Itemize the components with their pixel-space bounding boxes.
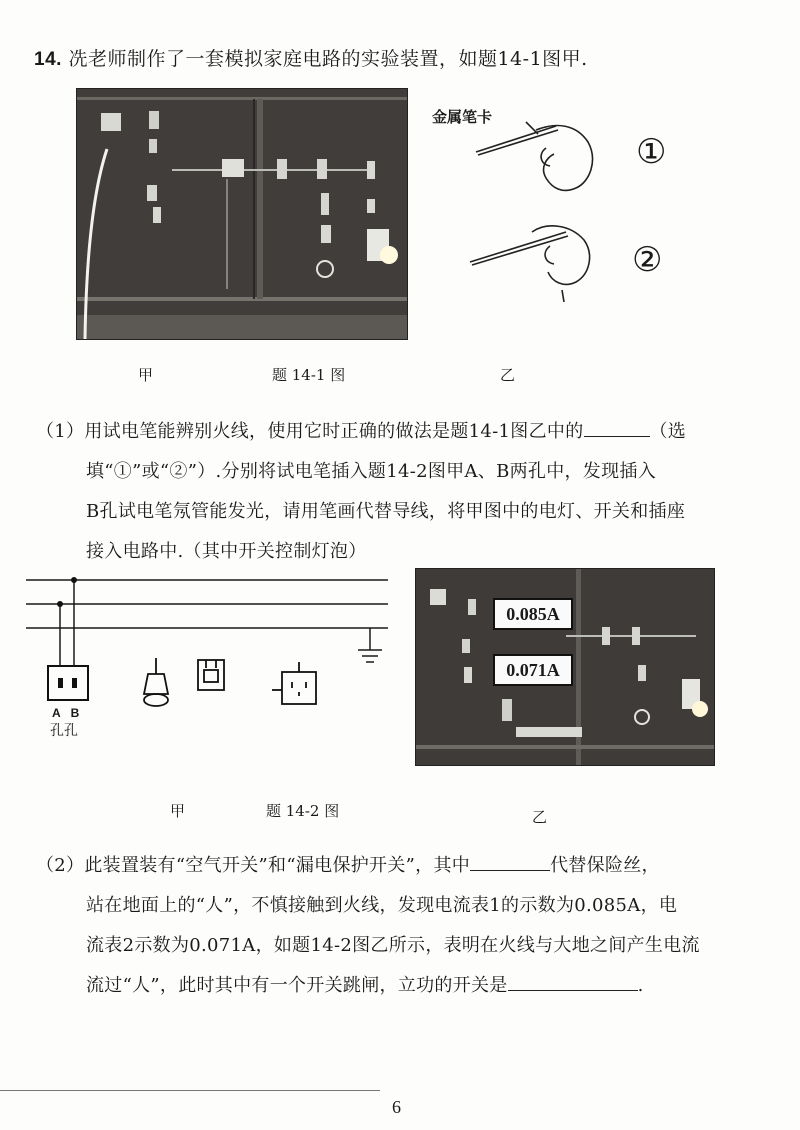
socket-label-ab: AB — [52, 706, 90, 720]
three-hole-socket-icon — [272, 662, 316, 704]
fig2-label-yi: 乙 — [532, 808, 548, 826]
part2-line1: （2）此装置装有“空气开关”和“漏电保护开关”，其中 代替保险丝， — [36, 846, 776, 886]
answer-blank-1[interactable] — [584, 418, 650, 437]
part1-paragraph — [36, 412, 776, 572]
hand-pen-2-icon — [470, 226, 590, 302]
answer-blank-3[interactable] — [508, 972, 638, 991]
device-photo-1 — [76, 88, 408, 340]
part1-line2: 填“①”或“②”）.分别将试电笔插入题14-2图甲A、B两孔中，发现插入 — [86, 461, 656, 482]
part1-line1: （1）用试电笔能辨别火线，使用它时正确的做法是题14-1图乙中的 （选 — [36, 412, 776, 452]
footer-rule — [0, 1090, 380, 1091]
ammeter-1-reading: 0.085A — [493, 598, 573, 630]
hand-pen-1-icon — [476, 122, 592, 190]
switch-icon — [198, 660, 224, 690]
two-hole-socket-icon — [48, 666, 88, 700]
part1-line3: B孔试电笔氖管能发光，请用笔画代替导线，将甲图中的电灯、开关和插座 — [86, 501, 686, 522]
part2-line3: 流表2示数为0.071A，如题14-2图乙所示，表明在火线与大地之间产生电流 — [86, 935, 700, 956]
lamp-icon — [144, 658, 168, 706]
page-number: 6 — [392, 1097, 401, 1117]
option-2-label: ② — [632, 240, 663, 280]
part2-paragraph — [36, 846, 776, 1006]
part1-line4: 接入电路中.（其中开关控制灯泡） — [86, 541, 367, 562]
device-photo-1-drawing — [77, 89, 407, 339]
fig2-label-jia: 甲 — [170, 802, 186, 820]
metal-clip-label: 金属笔卡 — [432, 108, 493, 126]
question-number: 14. — [34, 49, 62, 70]
fig1-label-yi: 乙 — [500, 366, 516, 384]
ammeter-2-reading: 0.071A — [493, 654, 573, 686]
question-title — [34, 44, 588, 71]
test-pen-illustration — [466, 112, 606, 302]
option-1-label: ① — [636, 132, 667, 172]
question-text: 冼老师制作了一套模拟家庭电路的实验装置，如题14-1图甲. — [68, 48, 588, 70]
answer-blank-2[interactable] — [470, 852, 550, 871]
fig2-caption: 题 14-2 图 — [266, 802, 340, 820]
fig1-caption: 题 14-1 图 — [272, 366, 346, 384]
fig1-label-jia: 甲 — [138, 366, 154, 384]
part2-line4: 流过“人”，此时其中有一个开关跳闸，立功的开关是 . — [36, 966, 776, 1006]
socket-label-kong: 孔孔 — [50, 723, 78, 739]
part2-line2: 站在地面上的“人”，不慎接触到火线，发现电流表1的示数为0.085A，电 — [86, 895, 678, 916]
